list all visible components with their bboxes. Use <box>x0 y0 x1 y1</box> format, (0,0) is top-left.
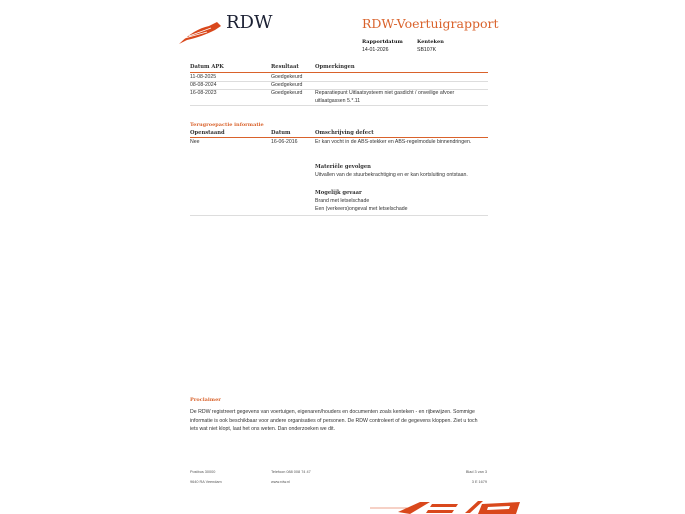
footer-website[interactable]: www.rdw.nl <box>271 480 290 484</box>
footer-adres: 9640 RA Veendam <box>190 480 222 484</box>
gevaar-item: Een (verkeers)ongeval met letselschade <box>315 206 408 212</box>
apk-table-header <box>190 63 488 73</box>
footer-page: Blad 3 van 3 <box>465 470 487 474</box>
apk-result: Goedgekeurd <box>271 82 303 88</box>
apk-date: 16-08-2023 <box>190 90 217 96</box>
recall-title: Terugroepactie informatie <box>190 122 264 128</box>
rdw-logo-icon <box>177 20 223 46</box>
rapportdatum-value: 14-01-2026 <box>362 47 389 53</box>
table-row <box>190 89 488 106</box>
col-datum: Datum <box>271 130 291 136</box>
recall-openstaand: Nee <box>190 139 200 145</box>
rdw-stripes-decoration-icon <box>370 498 530 514</box>
col-omschrijving: Omschrijving defect <box>315 130 374 136</box>
apk-result: Goedgekeurd <box>271 90 303 96</box>
table-row <box>190 138 488 216</box>
gevolgen-label: Materiële gevolgen <box>315 164 371 170</box>
proclaimer-text: De RDW registreert gegevens van voertuigen, eigenaren/houders en documenten zoals kenteken - en rijbewijzen. Sommige informatie is ook beschikbaar voor andere organisaties of personen. De RDW controleert of de gegevens kloppen. Ziet u toch iets wat niet klopt, laat het ons weten. Dan onderzoeken we dit. <box>190 409 478 432</box>
gevaar-label: Mogelijk gevaar <box>315 190 362 196</box>
col-opmerkingen: Opmerkingen <box>315 64 355 70</box>
rapportdatum-label: Rapportdatum <box>362 39 403 45</box>
recall-defect: Er kan vocht in de ABS-stekker en ABS-regelmodule binnendringen. <box>315 139 472 145</box>
footer-telefoon: Telefoon 088 008 74 47 <box>271 470 311 474</box>
apk-result: Goedgekeurd <box>271 74 303 80</box>
kenteken-label: Kenteken <box>417 39 444 45</box>
col-datum-apk: Datum APK <box>190 64 224 70</box>
gevolgen-text: Uitvallen van de stuurbekrachtiging en er kan kortsluiting ontstaan. <box>315 172 468 178</box>
col-openstaand: Openstaand <box>190 130 225 136</box>
proclaimer-title: Proclaimer <box>190 397 221 403</box>
recall-datum: 16-06-2016 <box>271 139 298 145</box>
page-title: RDW-Voertuigrapport <box>362 16 499 31</box>
apk-date: 11-08-2025 <box>190 74 217 80</box>
apk-date: 08-08-2024 <box>190 82 217 88</box>
col-resultaat: Resultaat <box>271 64 299 70</box>
kenteken-value: SB107K <box>417 47 437 53</box>
apk-remark: Reparatiepunt Uitlaatsysteem niet gasdicht / onveilige afvoer uitlaatgassen 5.*.11 <box>315 90 455 104</box>
gevaar-item: Brand met letselschade <box>315 198 370 204</box>
footer-postbus: Postbus 30000 <box>190 470 216 474</box>
logo-text: RDW <box>226 12 273 33</box>
footer-code: 3 E 1679 <box>471 480 487 484</box>
recall-table-header <box>190 129 488 138</box>
